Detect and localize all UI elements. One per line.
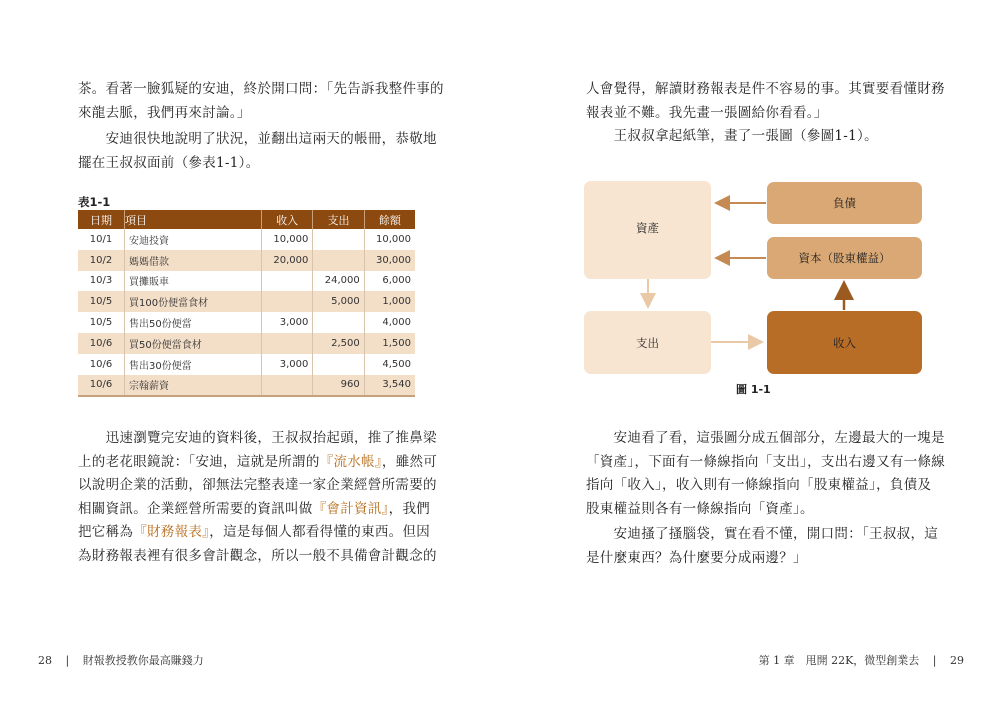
cell-income (262, 271, 313, 292)
text-line: 以說明企業的活動，卻無法完整表達一家企業經營所需要的 (78, 477, 437, 493)
assets-label: 資產 (636, 221, 659, 235)
cell-date: 10/1 (78, 229, 125, 250)
right-paragraph-2 (586, 427, 945, 521)
text-line: 指向「收入」，收入則有一條線指向「股東權益」，負債及 (586, 477, 932, 493)
left-paragraph-3 (78, 427, 437, 568)
text-line: 安迪看了看，這張圖分成五個部分，左邊最大的一塊是 (586, 430, 945, 446)
liabilities-box (767, 182, 922, 224)
cell-balance: 4,000 (364, 312, 415, 333)
text-line: 相關資訊。企業經營所需要的資訊叫做『會計資訊』，我們 (78, 500, 431, 517)
cell-expense (313, 250, 364, 271)
left-paragraph-2 (78, 128, 437, 175)
cell-balance: 30,000 (364, 250, 415, 271)
cell-date: 10/6 (78, 333, 125, 354)
page-number: 29 (950, 654, 964, 667)
cell-expense (313, 229, 364, 250)
cell-expense (313, 312, 364, 333)
table-row (78, 354, 415, 375)
cell-income: 10,000 (262, 229, 313, 250)
text-line: 安迪搔了搔腦袋，實在看不懂，開口問：「王叔叔，這 (586, 526, 939, 542)
text-line: 安迪很快地說明了狀況，並翻出這兩天的帳冊，恭敬地 (78, 131, 437, 147)
cell-date: 10/3 (78, 271, 125, 292)
text-line: 人會覺得，解讀財務報表是件不容易的事。其實要看懂財務 (586, 81, 945, 97)
revenue-label: 收入 (833, 335, 856, 350)
cell-balance: 10,000 (364, 229, 415, 250)
equity-label: 資本（股東權益） (798, 251, 891, 265)
text-line: 來龍去脈，我們再來討論。」 (78, 104, 251, 121)
table-row (78, 375, 415, 397)
expenses-label: 支出 (636, 335, 659, 350)
table-caption: 表1-1 (78, 195, 111, 209)
left-footer (38, 652, 204, 668)
table-row (78, 271, 415, 292)
equity-box (767, 237, 922, 279)
cell-date: 10/2 (78, 250, 125, 271)
footer-separator: | (932, 654, 937, 667)
cell-balance: 1,500 (364, 333, 415, 354)
cell-item: 買攤販車 (125, 271, 262, 292)
cell-date: 10/6 (78, 354, 125, 375)
revenue-box (767, 311, 922, 374)
text-line: 「資產」，下面有一條線指向「支出」，支出右邊又有一條線 (586, 453, 946, 470)
cell-expense: 24,000 (313, 271, 364, 292)
cell-income: 3,000 (262, 354, 313, 375)
text-line: 王叔叔拿起紙筆，畫了一張圖（參圖1-1）。 (586, 128, 878, 144)
cell-item: 安迪投資 (125, 229, 262, 250)
cell-item: 售出50份便當 (125, 312, 262, 333)
footer-separator: | (65, 654, 70, 667)
cell-balance: 6,000 (364, 271, 415, 292)
cell-date: 10/5 (78, 291, 125, 312)
liabilities-label: 負債 (833, 196, 856, 210)
cell-item: 宗翰薪資 (125, 375, 262, 397)
figure-caption: 圖 1-1 (736, 383, 771, 396)
right-footer (759, 652, 964, 668)
cell-income: 3,000 (262, 312, 313, 333)
right-page (500, 0, 1000, 706)
table-row (78, 250, 415, 271)
header-item: 項目 (125, 210, 262, 229)
cell-expense: 2,500 (313, 333, 364, 354)
chapter-title: 第 1 章 甩開 22K，微型創業去 (758, 654, 920, 667)
text-line: 上的老花眼鏡說：「安迪，這就是所謂的『流水帳』，雖然可 (78, 453, 438, 470)
text-line: 報表並不難。我先畫一張圖給你看看。」 (586, 104, 828, 121)
book-title: 財報教授教你最高賺錢力 (82, 654, 204, 667)
highlight-term: 『會計資訊』 (312, 500, 389, 517)
assets-box (584, 181, 711, 279)
cell-balance: 1,000 (364, 291, 415, 312)
header-income: 收入 (262, 210, 313, 229)
cell-item: 售出30份便當 (125, 354, 262, 375)
cell-balance: 4,500 (364, 354, 415, 375)
page-number: 28 (38, 654, 52, 667)
text-line: 是什麼東西？為什麼要分成兩邊？」 (586, 549, 807, 566)
ledger-table (78, 210, 415, 397)
header-expense: 支出 (313, 210, 364, 229)
table-row (78, 229, 415, 250)
highlight-term: 『流水帳』 (319, 453, 382, 470)
cell-date: 10/5 (78, 312, 125, 333)
cell-date: 10/6 (78, 375, 125, 397)
highlight-term: 『財務報表』 (133, 524, 210, 540)
table-header-row (78, 210, 415, 229)
right-paragraph-3 (586, 523, 938, 570)
table-row (78, 291, 415, 312)
cell-balance: 3,540 (364, 375, 415, 397)
cell-item: 媽媽借款 (125, 250, 262, 271)
cell-income (262, 291, 313, 312)
cell-income: 20,000 (262, 250, 313, 271)
header-date: 日期 (78, 210, 125, 229)
expenses-box (584, 311, 711, 374)
diagram-arrows (500, 0, 1000, 706)
text-line: 擺在王叔叔面前（參表1-1）。 (78, 154, 260, 171)
cell-item: 買100份便當食材 (125, 291, 262, 312)
cell-income (262, 333, 313, 354)
cell-expense: 5,000 (313, 291, 364, 312)
table-row (78, 333, 415, 354)
left-paragraph-1 (78, 78, 444, 125)
cell-income (262, 375, 313, 397)
text-line: 為財務報表裡有很多會計觀念，所以一般不具備會計觀念的 (78, 547, 437, 564)
text-line: 股東權益則各有一條線指向「資產」。 (586, 500, 814, 517)
header-balance: 餘額 (364, 210, 415, 229)
text-line: 茶。看著一臉狐疑的安迪，終於開口問：「先告訴我整件事的 (78, 81, 444, 97)
text-line: 把它稱為『財務報表』，這是每個人都看得懂的東西。但因 (78, 524, 431, 540)
cell-item: 買50份便當食材 (125, 333, 262, 354)
cell-expense: 960 (313, 375, 364, 397)
text-line: 迅速瀏覽完安迪的資料後，王叔叔抬起頭，推了推鼻梁 (78, 430, 437, 446)
table-row (78, 312, 415, 333)
cell-expense (313, 354, 364, 375)
